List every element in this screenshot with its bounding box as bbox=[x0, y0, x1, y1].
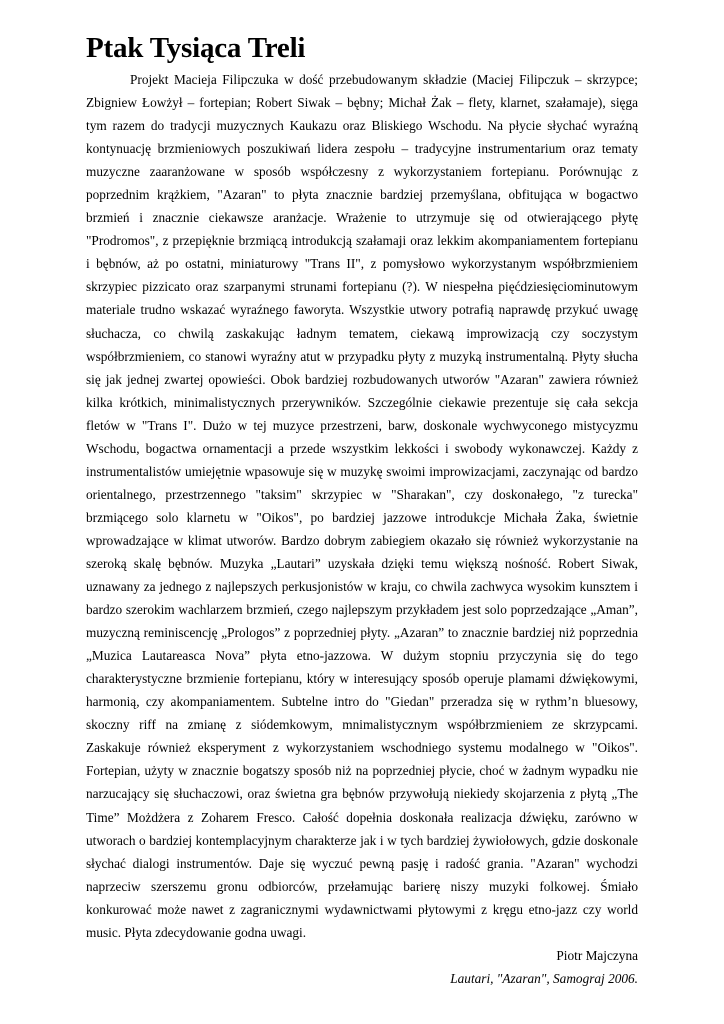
review-body: Projekt Macieja Filipczuka w dość przebudowanym składzie (Maciej Filipczuk – skrzypce; Zbigniew Łowżył – fortepian; Robert Siwak – bębny; Michał Żak – flety, klarnet, szałamaje), sięga tym razem do tradycji muzycznych Kaukazu oraz Bliskiego Wschodu. Na płycie słychać wyraźną kontynuację brzmieniowych poszukiwań lidera zespołu – tradycyjne instrumentarium oraz tematy muzyczne zaaranżowane w sposób współczesny z wykorzystaniem fortepianu. Porównując z poprzednim krążkiem, "Azaran" to płyta znacznie bardziej przemyślana, obfitująca w bogactwo brzmień i znacznie ciekawsze aranżacje. Wrażenie to utrzymuje się od otwierającego płytę "Prodromos", z przepięknie brzmiącą introdukcją szałamaji oraz lekkim akompaniamentem fortepianu i bębnów, aż po ostatni, miniaturowy "Trans II", z pomysłowo wykorzystanym współbrzmieniem skrzypiec pizzicato oraz szarpanymi strunami fortepianu (?). W niespełna pięćdziesięciominutowym materiale trudno wskazać wyraźnego faworyta. Wszystkie utwory potrafią naprawdę przykuć uwagę słuchacza, co chwilą zaskakując ładnym tematem, ciekawą improwizacją czy soczystym współbrzmieniem, co stanowi wyraźny atut w przypadku płyty z muzyką instrumentalną. Płyty słucha się jak jednej zwartej opowieści. Obok bardziej rozbudowanych utworów "Azaran" zawiera również kilka krótkich, minimalistycznych przerywników. Szczególnie ciekawie prezentuje się cała sekcja fletów w "Trans I". Dużo w tej muzyce przestrzeni, barw, doskonale wychwyconego mistycyzmu Wschodu, bogactwa ornamentacji a przede wszystkim lekkości i swobody wykonawczej. Każdy z instrumentalistów umiejętnie wpasowuje się w muzykę swoimi improwizacjami, zaczynając od bardzo orientalnego, przestrzennego "taksim" skrzypiec w "Sharakan", czy doskonałego, "z turecka" brzmiącego solo klarnetu w "Oikos", po bardziej jazzowe introdukcje Michała Żaka, świetnie wprowadzające w klimat utworów. Bardzo dobrym zabiegiem okazało się również wykorzystanie na szeroką skalę bębnów. Muzyka „Lautari” uzyskała dzięki temu większą nośność. Robert Siwak, uznawany za jednego z najlepszych perkusjonistów w kraju, co chwila zachwyca wysokim kunsztem i bardzo szerokim wachlarzem brzmień, czego najlepszym przykładem jest solo poprzedzające „Aman”, muzyczną reminiscencję „Prologos” z poprzedniej płyty. „Azaran” to znacznie bardziej niż poprzednia „Muzica Lautareasca Nova” płyta etno-jazzowa. W dużym stopniu przyczynia się do tego charakterystyczne brzmienie fortepianu, który w interesujący sposób operuje plamami dźwiękowymi, harmonią, czy akompaniamentem. Subtelne intro do "Giedan" przeradza się w rythm’n bluesowy, skoczny riff na zmianę z siódemkowym, mnimalistycznym współbrzmieniem ze skrzypcami. Zaskakuje również eksperyment z wykorzystaniem wschodniego systemu modalnego w "Oikos". Fortepian, użyty w znacznie bogatszy sposób niż na poprzedniej płycie, choć w żadnym wypadku nie narzucający się słuchaczowi, oraz świetna gra bębnów przywołują niekiedy skojarzenia z płytą „The Time” Możdżera z Zoharem Fresco. Całość dopełnia doskonała realizacja dźwięku, zarówno w utworach o bardziej kontemplacyjnym charakterze jak i w tych bardziej żywiołowych, gdzie doskonale słychać dialogi instrumentów. Daje się wyczuć pewną pasję i radość grania. "Azaran" wychodzi naprzeciw szerszemu gronu odbiorców, przełamując barierę niszy muzyki folkowej. Śmiało konkurować może nawet z zagranicznymi wydawnictwami płytowymi z kręgu etno-jazz czy world music. Płyta zdecydowanie godna uwagi. bbox=[86, 72, 638, 940]
author-name: Piotr Majczyna bbox=[556, 947, 638, 963]
page-title: Ptak Tysiąca Treli bbox=[86, 32, 306, 64]
album-source: Lautari, "Azaran", Samograj 2006. bbox=[450, 970, 638, 986]
document-page bbox=[86, 30, 638, 990]
